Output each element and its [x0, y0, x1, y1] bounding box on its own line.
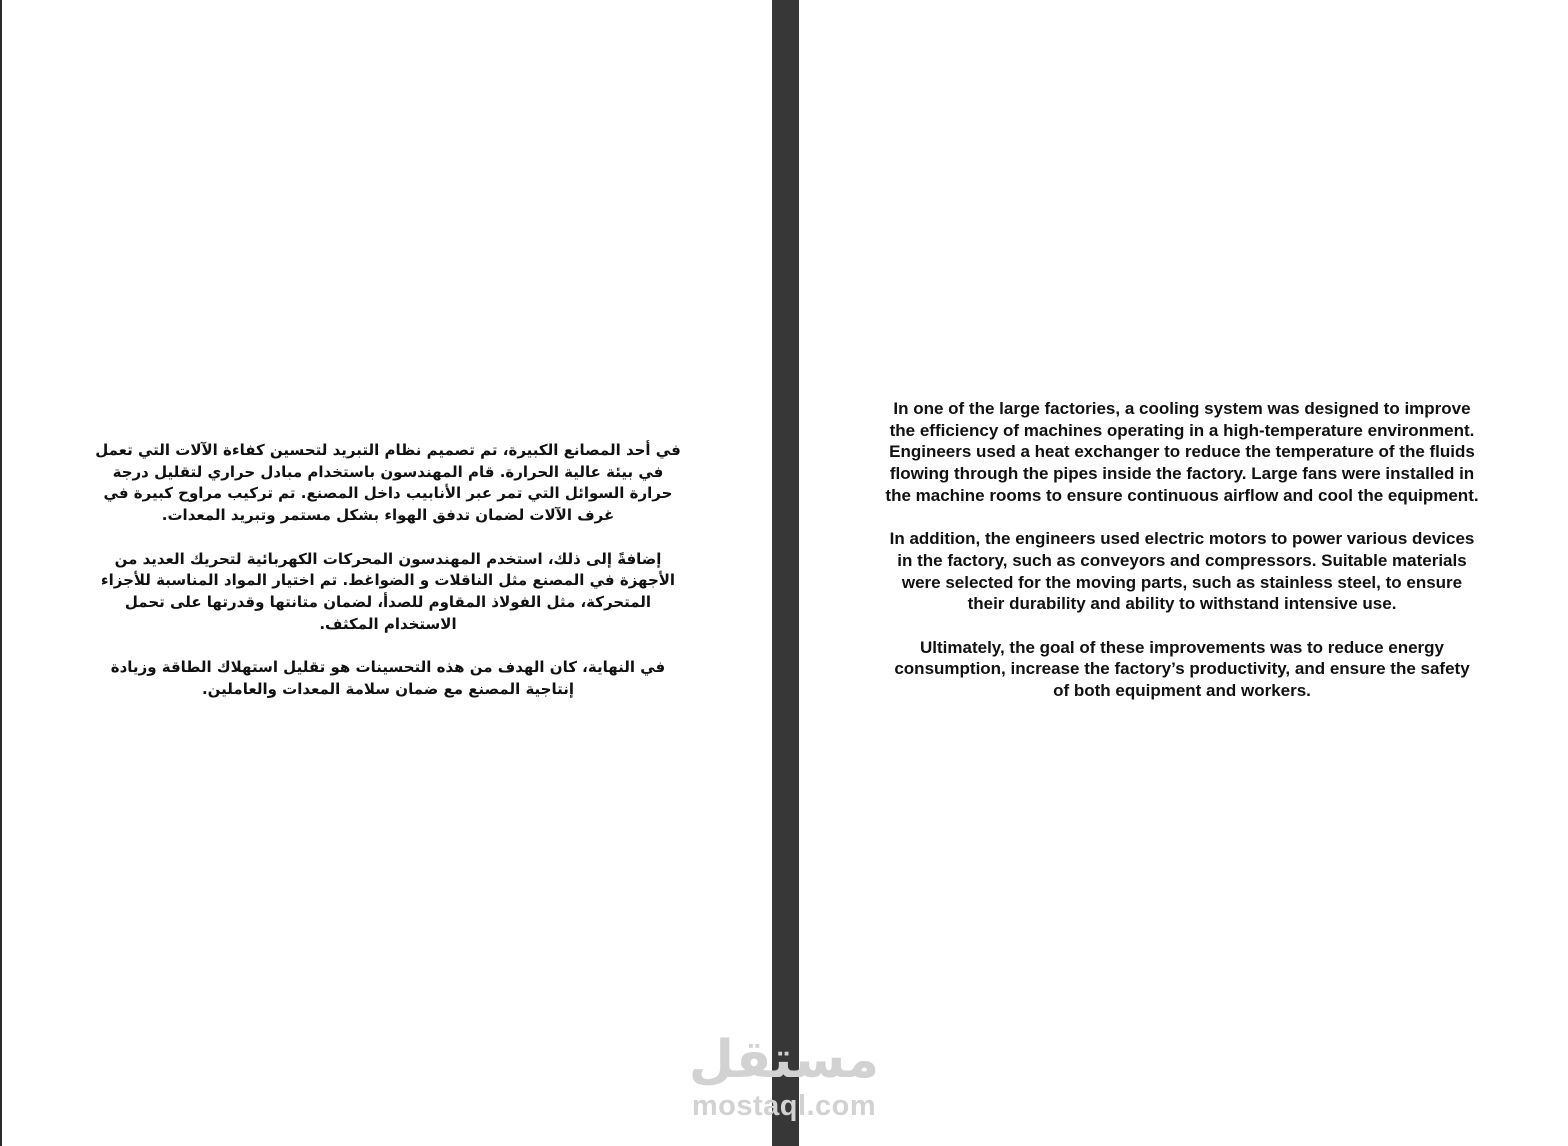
- english-text-block: [885, 398, 1479, 724]
- arabic-paragraph: في أحد المصانع الكبيرة، تم تصميم نظام التبريد لتحسين كفاءة الآلات التي تعمل في بيئة عالية الحرارة. قام المهندسون باستخدام مبادل حراري لتقليل درجة حرارة السوائل التي تمر عبر الأنابيب داخل المصنع. تم تركيب مراوح كبيرة في غرف الآلات لضمان تدفق الهواء بشكل مستمر وتبريد المعدات.: [95, 441, 681, 525]
- watermark-url: mostaql.com: [691, 1090, 877, 1122]
- english-paragraph: In one of the large factories, a cooling system was designed to improve the efficiency of machines operating in a high-temperature environment. Engineers used a heat exchanger to reduce the temperature of the fluids flowing through the pipes inside the factory. Large fans were installed in the machine rooms to ensure continuous airflow and cool the equipment.: [885, 399, 1479, 505]
- arabic-paragraph: في النهاية، كان الهدف من هذه التحسينات هو تقليل استهلاك الطاقة وزيادة إنتاجية المصنع مع ضمان سلامة المعدات والعاملين.: [110, 658, 666, 698]
- arabic-paragraph: إضافةً إلى ذلك، استخدم المهندسون المحركات الكهربائية لتحريك العديد من الأجهزة في المصنع مثل الناقلات و الضواغط. تم اختيار المواد المناسبة للأجزاء المتحركة، مثل الفولاذ المقاوم للصدأ، لضمان متانتها وقدرتها على تحمل الاستخدام المكثف.: [100, 549, 676, 633]
- english-page: [799, 0, 1568, 1146]
- book-spine: [772, 0, 799, 1146]
- arabic-text-block: [94, 440, 682, 722]
- arabic-page: [2, 0, 772, 1146]
- english-paragraph: In addition, the engineers used electric motors to power various devices in the factory, such as conveyors and compressors. Suitable materials were selected for the moving parts, such as stainless steel, to ensure their durability and ability to withstand intensive use.: [889, 529, 1475, 614]
- watermark-logo: مستقل: [688, 1030, 880, 1090]
- english-paragraph: Ultimately, the goal of these improvements was to reduce energy consumption, increase the factory’s productivity, and ensure the safety of both equipment and workers.: [894, 637, 1470, 701]
